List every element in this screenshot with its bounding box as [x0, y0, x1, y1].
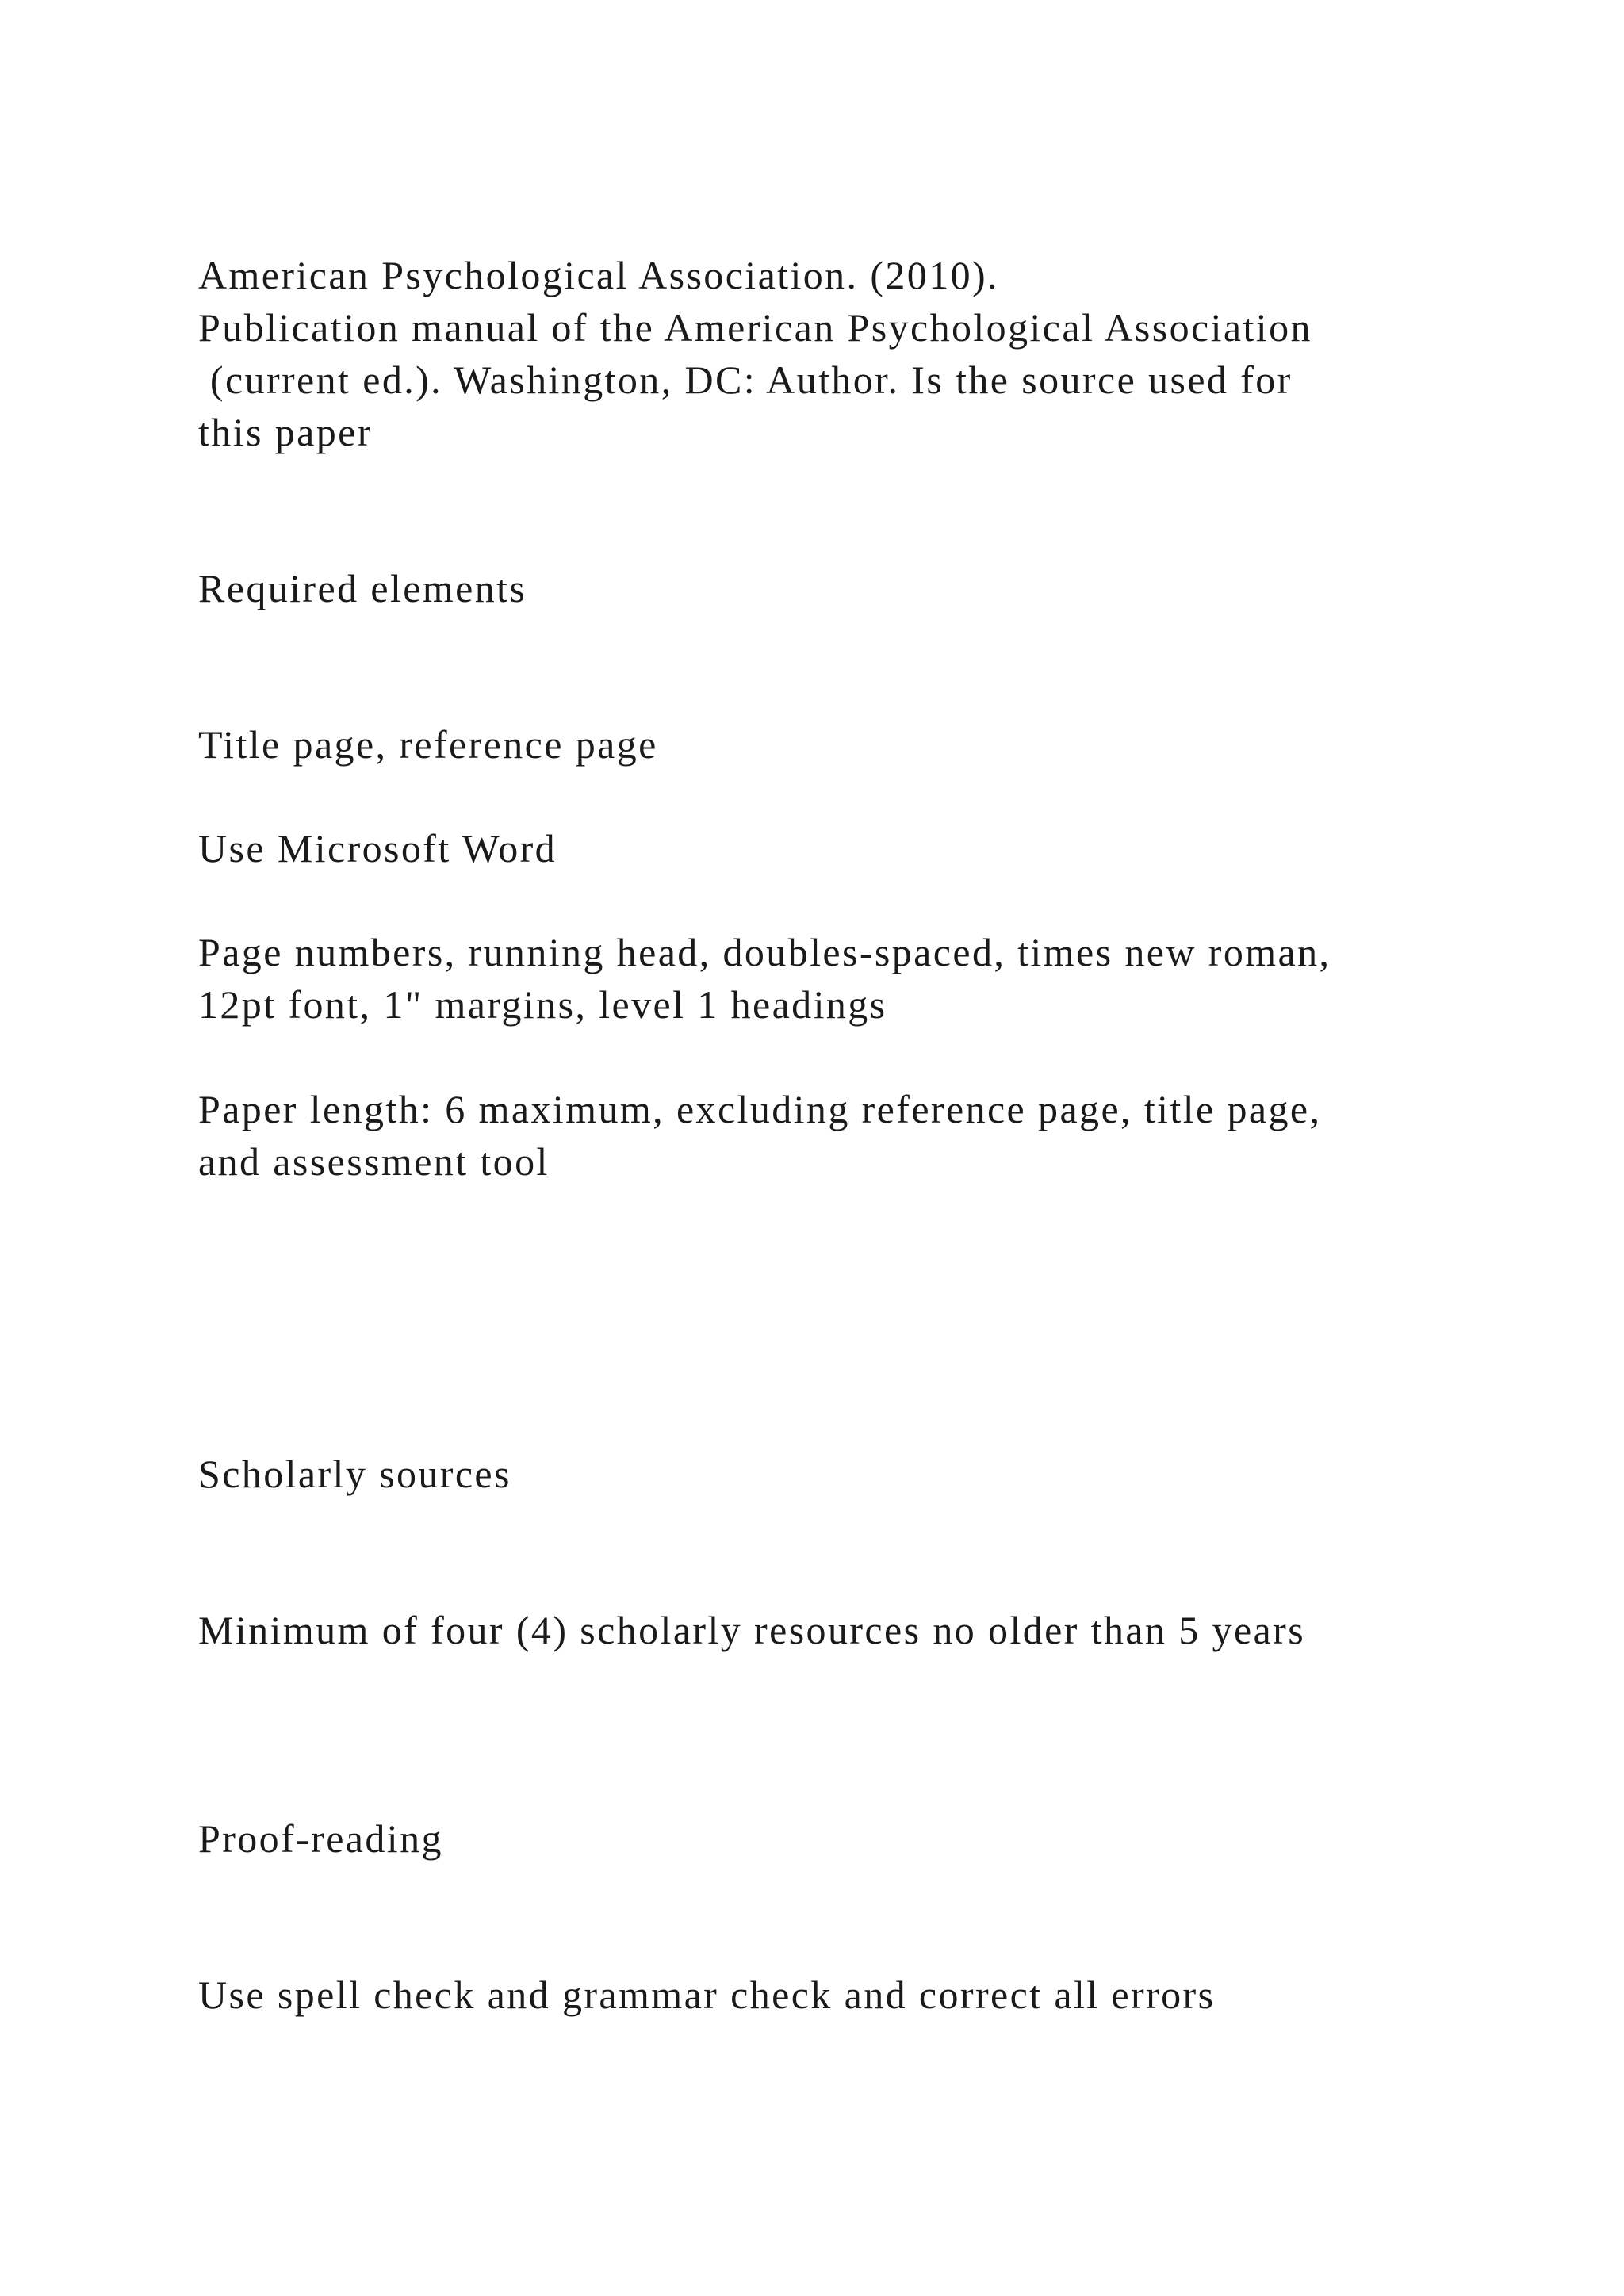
required-item-formatting-line-2: 12pt font, 1" margins, level 1 headings	[198, 982, 887, 1027]
required-item-microsoft-word: Use Microsoft Word	[198, 826, 557, 871]
scholarly-sources-heading: Scholarly sources	[198, 1452, 511, 1496]
proof-reading-heading: Proof-reading	[198, 1816, 443, 1861]
required-item-length-line-2: and assessment tool	[198, 1139, 550, 1184]
required-item-title-reference: Title page, reference page	[198, 722, 658, 767]
citation-line-2: Publication manual of the American Psychological Association	[198, 305, 1312, 350]
required-item-formatting-line-1: Page numbers, running head, doubles-spaced, times new roman,	[198, 930, 1331, 974]
citation-line-3: (current ed.). Washington, DC: Author. Is the source used for	[198, 358, 1293, 402]
required-item-length-line-1: Paper length: 6 maximum, excluding reference page, title page,	[198, 1087, 1322, 1131]
citation-line-1: American Psychological Association. (2010).	[198, 253, 999, 297]
scholarly-sources-text: Minimum of four (4) scholarly resources no older than 5 years	[198, 1608, 1306, 1652]
required-elements-heading: Required elements	[198, 566, 527, 610]
proof-reading-text: Use spell check and grammar check and correct all errors	[198, 1973, 1216, 2017]
citation-line-4: this paper	[198, 410, 373, 454]
